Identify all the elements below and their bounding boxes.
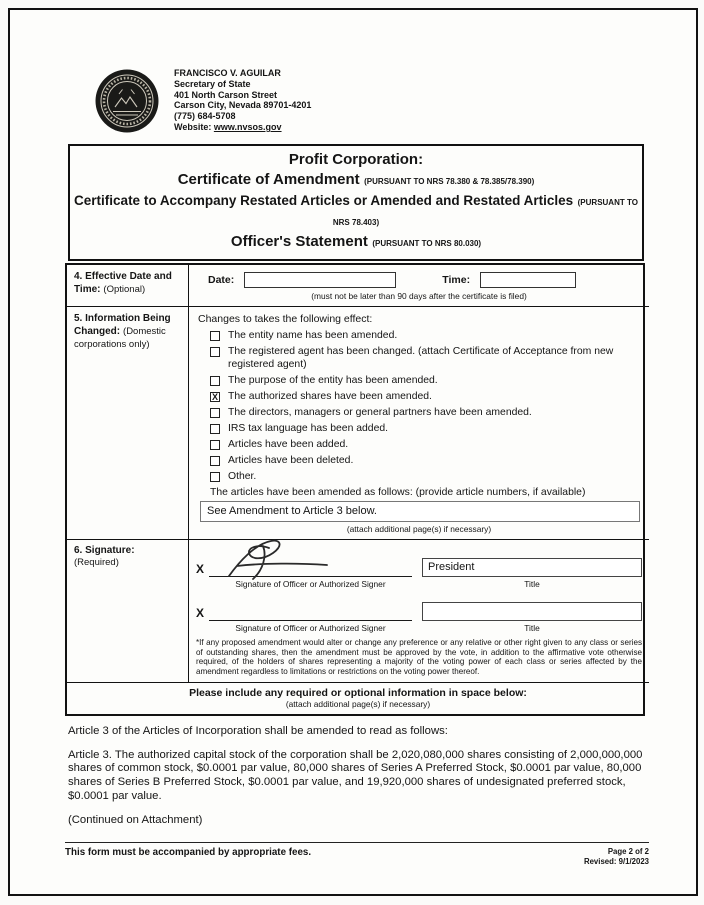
nrs-ref-restated: (PURSUANT TO NRS 78.403) (332, 198, 638, 227)
checkbox-label: The authorized shares have been amended. (228, 390, 432, 402)
checkbox-label: Other. (228, 470, 257, 482)
checkbox-purpose[interactable] (210, 376, 220, 386)
signature-scribble (215, 536, 365, 584)
checkbox-row-registered-agent (210, 346, 642, 371)
title-caption-1: Title (524, 579, 540, 589)
official-title: Secretary of State (174, 78, 251, 89)
form-title-line1: Profit Corporation: (288, 151, 424, 168)
date-input[interactable] (244, 272, 396, 288)
checkbox-articles-deleted[interactable] (210, 456, 220, 466)
checkbox-row-authorized-shares (210, 391, 642, 404)
checkbox-row-entity-name (210, 330, 642, 343)
checkbox-row-articles-added (210, 439, 642, 452)
checkbox-label: Articles have been deleted. (228, 454, 354, 466)
article3-paragraph: Article 3. The authorized capital stock of the corporation shall be 2,020,080,000 shares consisting of 2,000,000,000 shares of common stock, $0.0001 par value, 80,000 shares of Series A Preferred Stock, $0.0001 par value, 80,000 shares of Series B Preferred Stock, $0.0001 par value, and 19,920,000 shares of undesignated preferred stock, $0.0001 par value. (68, 748, 643, 802)
page-footer (65, 842, 649, 867)
page-number: Page 2 of 2 (607, 846, 649, 856)
official-name: FRANCISCO V. AGUILAR (174, 68, 281, 78)
form-table (65, 263, 645, 716)
nrs-ref-officers: (PURSUANT TO NRS 80.030) (372, 239, 482, 248)
signer-caption-1: Signature of Officer or Authorized Signer (235, 579, 386, 589)
include-info-row (67, 683, 649, 714)
attach-pages-note: (attach additional page(s) if necessary) (346, 524, 492, 534)
form-title-box (68, 144, 644, 261)
address-line1: 401 North Carson Street (174, 89, 278, 100)
form-title-restated: Certificate to Accompany Restated Articles or Amended and Restated Articles (74, 193, 574, 208)
checkbox-row-directors (210, 407, 642, 420)
form-title-officers: Officer's Statement (230, 233, 368, 250)
continued-note: (Continued on Attachment) (68, 813, 203, 826)
checkbox-row-purpose (210, 375, 642, 388)
time-label: Time: (442, 274, 471, 286)
title-input-1[interactable]: President (422, 558, 642, 577)
checkbox-label: The registered agent has been changed. (attach Certificate of Acceptance from new registered agent) (228, 346, 614, 370)
section4-label-cell (67, 265, 189, 307)
checkbox-row-other (210, 471, 642, 484)
fees-note: This form must be accompanied by appropriate fees. (65, 846, 312, 858)
form-page (8, 8, 698, 896)
nrs-ref-amendment: (PURSUANT TO NRS 78.380 & 78.385/78.390) (364, 177, 535, 186)
checkbox-directors[interactable] (210, 408, 220, 418)
amended-as-follows-label: The articles have been amended as follows: (provide article numbers, if available) (210, 487, 586, 498)
letterhead (94, 68, 696, 134)
amendment-intro-paragraph: Article 3 of the Articles of Incorporation shall be amended to read as follows: (68, 724, 448, 737)
include-info-sub: (attach additional page(s) if necessary) (285, 698, 431, 709)
checkbox-row-irs-tax (210, 423, 642, 436)
checkbox-label: The directors, managers or general partners have been amended. (228, 406, 532, 418)
checkbox-label: Articles have been added. (228, 438, 349, 450)
checkbox-row-articles-deleted (210, 455, 642, 468)
amendment-text-input[interactable]: See Amendment to Article 3 below. (200, 501, 640, 522)
section6-required: (Required) (74, 557, 119, 568)
nevada-state-seal-icon (94, 68, 160, 134)
phone-number: (775) 684-5708 (174, 111, 236, 122)
include-info-bold: Please include any required or optional information in space below: (189, 686, 527, 699)
section4-content-cell (189, 265, 649, 307)
revision-date: Revised: 9/1/2023 (583, 856, 649, 866)
signature-captions-2 (196, 623, 642, 633)
address-line2: Carson City, Nevada 89701-4201 (174, 100, 312, 111)
website-label: Website: (174, 121, 212, 132)
changes-intro: Changes to takes the following effect: (198, 313, 373, 325)
section4-label: 4. Effective Date and Time: (74, 271, 172, 295)
title-caption-2: Title (524, 623, 540, 633)
amendment-vote-footnote: *If any proposed amendment would alter or change any preference or any relative or other right given to any class or series of outstanding shares, then the amendment must be approved by the vote, in addition to the affirmative vote otherwise required, of the holders of shares representing a majority of the voting power of each class or series affected by the amendment regardless to limitations or restrictions on the voting power thereof. (196, 638, 642, 677)
page-info (584, 847, 649, 867)
date-label: Date: (208, 274, 235, 286)
signature-line-1[interactable] (209, 551, 412, 577)
x-mark-2: X (196, 606, 205, 620)
checkbox-entity-name[interactable] (210, 331, 220, 341)
section6-label-cell (67, 540, 189, 683)
signature-line-2[interactable] (209, 595, 412, 621)
office-info (174, 68, 311, 134)
signature-row-2 (196, 595, 642, 621)
section5-scope: (Domestic corporations only) (74, 326, 166, 350)
checkbox-label: The entity name has been amended. (228, 330, 398, 341)
amendment-body (68, 725, 654, 828)
signer-caption-2: Signature of Officer or Authorized Signer (235, 623, 386, 633)
section6-content-cell (189, 540, 649, 683)
checkbox-authorized-shares[interactable]: X (211, 391, 218, 402)
date-restriction-note: (must not be later than 90 days after the certificate is filed) (311, 291, 527, 301)
time-input[interactable] (480, 272, 576, 288)
section6-label: 6. Signature: (74, 545, 135, 556)
section4-optional: (Optional) (103, 284, 146, 295)
section5-content-cell (189, 307, 649, 540)
section5-label-cell (67, 307, 189, 540)
checkbox-irs-tax[interactable] (210, 424, 220, 434)
section5-label: 5. Information Being Changed: (74, 313, 171, 337)
form-title-cert-amendment: Certificate of Amendment (177, 171, 360, 188)
x-mark-1: X (196, 562, 205, 576)
title-input-2[interactable] (422, 602, 642, 621)
signature-row-1 (196, 551, 642, 577)
website-line (174, 122, 311, 133)
checkbox-label: The purpose of the entity has been amended. (228, 374, 438, 386)
website-url[interactable]: www.nvsos.gov (213, 121, 282, 132)
checkbox-registered-agent[interactable] (210, 347, 220, 357)
checkbox-label: IRS tax language has been added. (228, 422, 389, 434)
checkbox-articles-added[interactable] (210, 440, 220, 450)
checkbox-other[interactable] (210, 472, 220, 482)
